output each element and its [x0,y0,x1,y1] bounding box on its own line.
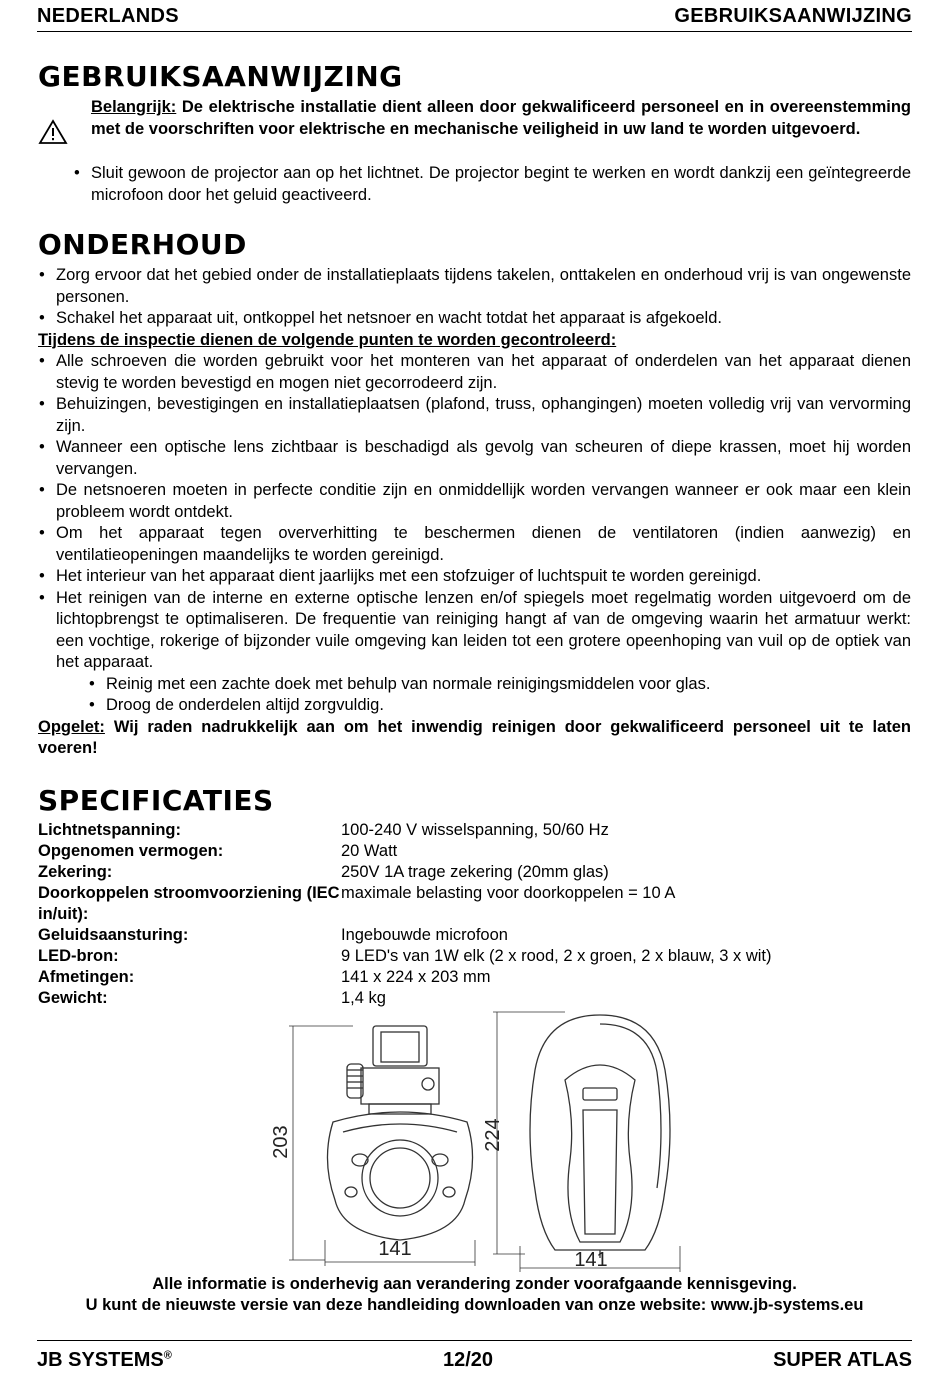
footer-model: SUPER ATLAS [773,1349,912,1371]
spec-row [38,820,911,841]
front-width-label: 141 [378,1238,412,1260]
spec-value: 9 LED's van 1W elk (2 x rood, 2 x groen, 2 x blauw, 3 x wit) [341,947,772,965]
spec-value: 20 Watt [341,842,398,860]
usage-steps [73,163,911,206]
brand-name: JB SYSTEMS [37,1349,164,1371]
spec-value: Ingebouwde microfoon [341,926,508,944]
spec-row [38,862,911,883]
inspection-item: • Wanneer een optische lens zichtbaar is beschadigd als gevolg van scheuren of diepe krassen, moet hij worden vervangen. [38,437,911,480]
notice-line-2: U kunt de nieuwste versie van deze handleiding downloaden van onze website: www.jb-systems.eu [85,1296,864,1314]
cleaning-item: • Reinig met een zachte doek met behulp van normale reinigingsmiddelen voor glas. [88,674,911,696]
spec-row [38,841,911,862]
caution-text: Wij raden nadrukkelijk aan om het inwendig reinigen door gekwalificeerd personeel uit te laten voeren! [38,717,912,757]
spec-label: Lichtnetspanning: [38,821,181,839]
side-view-drawing [493,1012,680,1272]
spec-row [38,988,911,1009]
inspection-item: • Om het apparaat tegen oververhitting te beschermen dienen de ventilatoren (indien aanwezig) en ventilatieopeningen maandelijks te worden gereinigd. [38,523,911,566]
inspection-heading: Tijdens de inspectie dienen de volgende punten te worden gecontroleerd: [38,330,617,349]
usage-step: • Sluit gewoon de projector aan op het lichtnet. De projector begint te werken en wordt dankzij een geïntegreerde microfoon door het geluid geactiveerd. [73,163,911,206]
spec-label: LED-bron: [38,947,119,965]
usage-title: GEBRUIKSAANWIJZING [38,60,403,93]
caution-paragraph [38,717,911,760]
spec-label: Geluidsaansturing: [38,926,189,944]
spec-label: Zekering: [38,863,113,881]
front-height-label: 203 [270,1125,292,1159]
caution-label: Opgelet: [38,717,105,736]
inspection-item: • Het reinigen van de interne en externe optische lenzen en/of spiegels moet regelmatig worden uitgevoerd om de lichtopbrengst te optimaliseren. De frequentie van reiniging hangt af van de omgeving waarin het armatuur werkt: een vochtige, rokerige of bijzonder vuile omgeving kan leiden tot een grotere opeenhoping van vuil op de optiek van het apparaat. [38,588,911,674]
warning-text: De elektrische installatie dient alleen door gekwalificeerd personeel en in overeenstemming met de voorschriften voor elektrische en mechanische veiligheid in uw land te worden uitgevoerd. [91,98,911,138]
spec-value: 100-240 V wisselspanning, 50/60 Hz [341,821,609,839]
maintenance-item: • Zorg ervoor dat het gebied onder de installatieplaats tijdens takelen, onttakelen en onderhoud vrij is van ongewenste personen. [38,265,911,308]
inspection-item: • De netsnoeren moeten in perfecte conditie zijn en onmiddellijk worden vervangen wanneer er ook maar een klein probleem wordt ontdekt. [38,480,911,523]
dimension-drawings [265,1010,685,1278]
warning-paragraph [91,97,911,140]
side-height-label: 224 [482,1118,504,1152]
spec-value: maximale belasting voor doorkoppelen = 10 A [341,884,676,902]
page-header [37,3,912,32]
maintenance-section [38,265,911,760]
spec-label: Gewicht: [38,989,108,1007]
spec-label: Doorkoppelen stroomvoorziening (IEC in/uit): [38,884,340,923]
specs-table [38,820,911,1009]
page-number: 12/20 [443,1349,494,1371]
specs-title: SPECIFICATIES [38,784,274,817]
spec-row [38,925,911,946]
inspection-item: • Alle schroeven die worden gebruikt voor het monteren van het apparaat of onderdelen van het apparaat dienen stevig te worden bevestigd en mogen niet gecorrodeerd zijn. [38,351,911,394]
spec-value: 1,4 kg [341,989,386,1007]
change-notice [38,1274,911,1316]
side-width-label: 141 [574,1249,608,1271]
spec-label: Opgenomen vermogen: [38,842,224,860]
maintenance-title: ONDERHOUD [38,228,247,261]
header-section: GEBRUIKSAANWIJZING [674,5,912,27]
inspection-item: • Behuizingen, bevestigingen en installatieplaatsen (plafond, truss, ophangingen) moeten volledig vrij van vervorming zijn. [38,394,911,437]
maintenance-item: • Schakel het apparaat uit, ontkoppel het netsnoer en wacht totdat het apparaat is afgekoeld. [38,308,911,330]
warning-label: Belangrijk: [91,98,177,116]
spec-row [38,967,911,988]
spec-value: 141 x 224 x 203 mm [341,968,491,986]
spec-label: Afmetingen: [38,968,135,986]
spec-row [38,883,911,925]
spec-value: 250V 1A trage zekering (20mm glas) [341,863,609,881]
page-footer [37,1340,912,1381]
header-language: NEDERLANDS [37,5,179,27]
registered-mark: ® [163,1349,172,1362]
spec-row [38,946,911,967]
footer-brand [37,1349,172,1372]
cleaning-item: • Droog de onderdelen altijd zorgvuldig. [88,695,911,717]
inspection-item: • Het interieur van het apparaat dient jaarlijks met een stofzuiger of luchtspuit te worden gereinigd. [38,566,911,588]
warning-icon [38,119,68,145]
front-view-drawing [289,1026,475,1266]
notice-line-1: Alle informatie is onderhevig aan verandering zonder voorafgaande kennisgeving. [152,1275,797,1293]
